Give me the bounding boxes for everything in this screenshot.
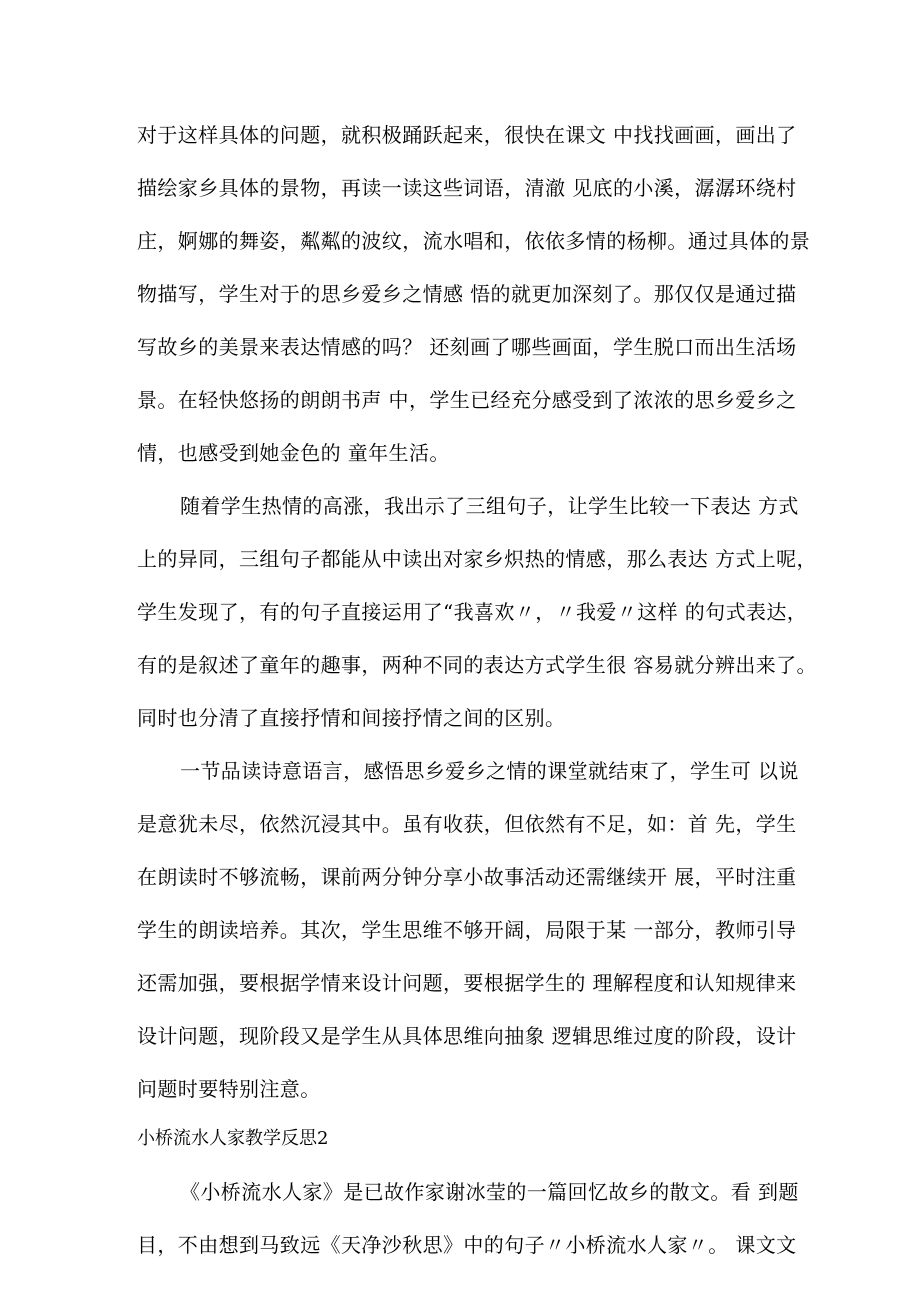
paragraph-1-line-4: 物描写，学生对于的思乡爱乡之情感 悟的就更加深刻了。那仅仅是通过描 [137, 282, 797, 306]
paragraph-3-line-7: 问题时要特别注意。 [137, 1077, 321, 1101]
paragraph-4-line-1: 《小桥流水人家》是已故作家谢冰莹的一篇回忆故乡的散文。看 到题 [180, 1180, 799, 1204]
paragraph-3-line-1: 一节品读诗意语言，感悟思乡爱乡之情的课堂就结束了，学生可 以说 [180, 759, 799, 783]
paragraph-1-line-5: 写故乡的美景来表达情感的吗？ 还刻画了哪些画面，学生脱口而出生活场 [137, 335, 797, 359]
paragraph-3-line-6: 设计问题，现阶段又是学生从具体思维向抽象 逻辑思维过度的阶段，设计 [137, 1024, 797, 1048]
paragraph-1-line-7: 情，也感受到她金色的 童年生活。 [137, 441, 450, 465]
paragraph-3-line-4: 学生的朗读培养。其次，学生思维不够开阔，局限于某 一部分，教师引导 [137, 918, 797, 942]
paragraph-1-line-1: 对于这样具体的问题，就积极踊跃起来，很快在课文 中找找画画，画出了 [137, 123, 797, 147]
paragraph-1-line-3: 庄，婀娜的舞姿，粼粼的波纹，流水唱和，依依多情的杨柳。通过具体的景 [137, 229, 811, 253]
paragraph-2-line-5: 同时也分清了直接抒情和间接抒情之间的区别。 [137, 706, 566, 730]
paragraph-1-line-2: 描绘家乡具体的景物，再读一读这些词语，清澈 见底的小溪，潺潺环绕村 [137, 176, 797, 200]
paragraph-4-line-2: 目，不由想到马致远《天净沙秋思》中的句子〃小桥流水人家〃。 课文文 [137, 1233, 797, 1257]
section-heading: 小桥流水人家教学反思2 [137, 1128, 329, 1149]
paragraph-3-line-2: 是意犹未尽，依然沉浸其中。虽有收获，但依然有不足，如：首 先，学生 [137, 812, 797, 836]
paragraph-2-line-2: 上的异同，三组句子都能从中读出对家乡炽热的情感，那么表达 方式上呢， [137, 547, 817, 571]
paragraph-2-line-4: 有的是叙述了童年的趣事，两种不同的表达方式学生很 容易就分辨出来了。 [137, 653, 817, 677]
paragraph-3-line-3: 在朗读时不够流畅，课前两分钟分享小故事活动还需继续开 展，平时注重 [137, 865, 797, 889]
paragraph-1-line-6: 景。在轻快悠扬的朗朗书声 中，学生已经充分感受到了浓浓的思乡爱乡之 [137, 388, 797, 412]
paragraph-2-line-1: 随着学生热情的高涨，我出示了三组句子，让学生比较一下表达 方式 [180, 494, 799, 518]
paragraph-3-line-5: 还需加强，要根据学情来设计问题，要根据学生的 理解程度和认知规律来 [137, 971, 797, 995]
paragraph-2-line-3: 学生发现了，有的句子直接运用了“我喜欢〃，〃我爱〃这样 的句式表达， [137, 600, 808, 624]
